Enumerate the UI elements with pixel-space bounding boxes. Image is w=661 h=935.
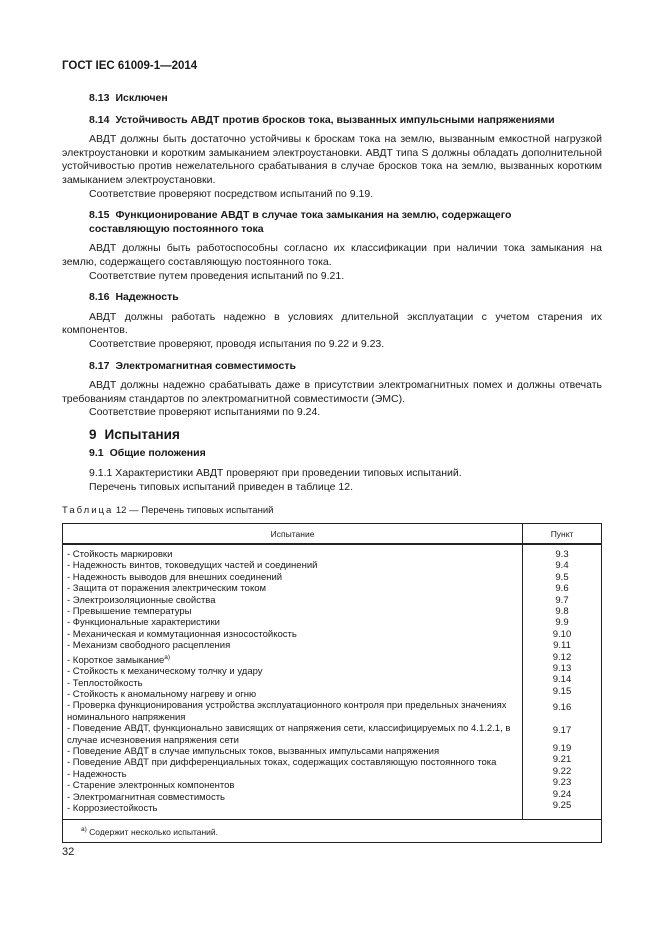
table-row-test: - Проверка функционирования устройства эксплуатационного контроля при предельных значениях номинального напряжения xyxy=(67,700,507,723)
section-8-16 xyxy=(62,291,602,351)
table-row-test: - Электромагнитная совместимость xyxy=(67,791,225,803)
table-row-test: - Превышение температуры xyxy=(67,606,192,618)
section-number: 8.16 xyxy=(89,291,110,304)
subsection-number: 9.1 xyxy=(89,447,104,460)
table-row-test: - Электроизоляционные свойства xyxy=(67,594,216,606)
clause-column xyxy=(523,545,601,819)
table-footnote xyxy=(63,819,601,843)
section-8-14 xyxy=(62,114,602,202)
subsection-title xyxy=(62,447,602,461)
table-row-clause: 9.8 xyxy=(555,606,569,618)
table-header-row xyxy=(63,524,601,545)
section-8-15 xyxy=(62,209,602,283)
section-title-text: Функционирование АВДТ в случае тока замыкания на землю, содержащего xyxy=(115,209,512,222)
table-row-clause: 9.4 xyxy=(555,560,569,572)
table-row-test: - Механизм свободного расцепления xyxy=(67,640,231,652)
table-row-clause: 9.14 xyxy=(552,674,572,686)
table-row-test: - Поведение АВДТ, функционально зависящих от напряжения сети, классифицируемых по 4.1.2.1, в случае исчезновения напряжения сети xyxy=(67,723,511,746)
paragraph: Соответствие проверяют посредством испытаний по 9.19. xyxy=(89,187,374,200)
footnote-mark: а) xyxy=(81,825,87,833)
subsection-title-text: Общие положения xyxy=(109,447,206,460)
main-content xyxy=(62,92,602,494)
table-row-test: - Поведение АВДТ в случае импульсных токов, вызванных импульсами напряжения xyxy=(67,746,440,758)
document-header: ГОСТ IEC 61009-1—2014 xyxy=(62,60,198,72)
table-row-test: - Защита от поражения электрическим током xyxy=(67,583,267,595)
chapter-heading xyxy=(62,428,602,442)
section-title-continuation: составляющую постоянного тока xyxy=(89,222,264,235)
table-row-test: - Стойкость к аномальному нагреву и огню xyxy=(67,689,257,701)
section-title xyxy=(62,92,602,106)
table-row-clause: 9.9 xyxy=(555,617,569,629)
table-row-test: - Надежность винтов, токоведущих частей и соединений xyxy=(67,560,318,572)
tests-table xyxy=(62,523,602,843)
section-title-text: Исключен xyxy=(115,92,168,104)
table-row-clause: 9.3 xyxy=(555,549,569,560)
table-row-test xyxy=(67,652,522,667)
section-title xyxy=(62,114,602,128)
table-caption-label: Таблица xyxy=(62,505,114,516)
table-body xyxy=(63,545,601,819)
paragraph: Соответствие путем проведения испытаний по 9.21. xyxy=(89,269,345,282)
section-8-13 xyxy=(62,92,602,106)
paragraph: Соответствие проверяют, проводя испытания по 9.22 и 9.23. xyxy=(89,337,385,350)
table-row-clause: 9.21 xyxy=(552,754,572,766)
table-row-clause: 9.11 xyxy=(553,640,571,652)
section-title xyxy=(62,360,602,374)
table-row-clause: 9.7 xyxy=(555,594,569,606)
page-number: 32 xyxy=(62,846,75,858)
section-8-17 xyxy=(62,360,602,420)
table-row-test: - Надежность выводов для внешних соединений xyxy=(67,571,283,583)
table-row-test: - Старение электронных компонентов xyxy=(67,780,235,792)
table-caption xyxy=(62,505,273,516)
table-row-clause: 9.17 xyxy=(552,725,572,737)
table-row-test: - Механическая и коммутационная износостойкость xyxy=(67,628,297,640)
paragraph: АВДТ должны быть достаточно устойчивы к броскам тока на землю, вызванным емкостной нагрузкой электроустановки и коротким замыканием электроустановки. АВДТ типа S должны обладать дополнительной устойчивостью против нежелательного срабатывания в случае бросков тока на землю, вызванных коротким замыканием электроустановки. xyxy=(62,133,602,186)
section-title-text: Надежность xyxy=(115,291,179,304)
table-row-test: - Стойкость маркировки xyxy=(67,549,173,560)
table-row-test: - Поведение АВДТ при дифференциальных токах, содержащих составляющую постоянного тока xyxy=(67,757,497,769)
paragraph: Соответствие проверяют испытаниями по 9.24. xyxy=(89,406,321,419)
section-number: 8.14 xyxy=(89,113,110,126)
header-test: Испытание xyxy=(63,524,523,543)
chapter-title: Испытания xyxy=(104,426,180,442)
footnote-ref: а) xyxy=(164,653,171,661)
chapter-number: 9 xyxy=(89,426,97,442)
table-row-test: - Коррозиестойкость xyxy=(67,803,158,815)
table-row-clause: 9.10 xyxy=(552,628,572,640)
table-row-clause: 9.5 xyxy=(555,571,569,583)
test-column xyxy=(63,545,523,819)
table-row-clause: 9.15 xyxy=(552,685,572,697)
table-row-clause: 9.6 xyxy=(555,583,569,595)
table-row-clause: 9.22 xyxy=(552,765,572,777)
table-row-clause: 9.12 xyxy=(552,651,572,663)
table-row-test: - Надежность xyxy=(67,768,127,780)
section-number: 8.17 xyxy=(89,359,110,372)
section-title xyxy=(62,291,602,305)
paragraph: АВДТ должны работать надежно в условиях длительной эксплуатации с учетом старения их компонентов. xyxy=(62,310,602,337)
section-number: 8.15 xyxy=(89,209,110,222)
table-row-test: - Стойкость к механическому толчку и удару xyxy=(67,666,263,678)
section-number: 8.13 xyxy=(89,92,110,104)
footnote-text: Содержит несколько испытаний. xyxy=(89,826,219,837)
table-row-clause: 9.25 xyxy=(552,799,572,811)
table-row-clause: 9.19 xyxy=(552,742,572,754)
table-row-clause: 9.16 xyxy=(552,702,572,714)
paragraph: 9.1.1 Характеристики АВДТ проверяют при проведении типовых испытаний. xyxy=(89,467,462,480)
table-row-clause: 9.24 xyxy=(552,788,572,800)
section-title-text: Устойчивость АВДТ против бросков тока, вызванных импульсными напряжениями xyxy=(115,113,555,126)
header-clause: Пункт xyxy=(550,528,574,539)
paragraph: АВДТ должны быть работоспособны согласно их классификации при наличии тока замыкания на землю, содержащего составляющую постоянного тока. xyxy=(62,242,602,268)
paragraph: Перечень типовых испытаний приведен в таблице 12. xyxy=(89,480,353,493)
table-row-test: - Теплостойкость xyxy=(67,677,143,689)
section-title-text: Электромагнитная совместимость xyxy=(115,359,296,372)
section-title xyxy=(62,209,602,236)
table-row-clause: 9.23 xyxy=(552,777,572,789)
table-row-test: - Функциональные характеристики xyxy=(67,617,220,629)
table-caption-text: 12 — Перечень типовых испытаний xyxy=(115,505,274,516)
table-row-clause: 9.13 xyxy=(552,663,572,675)
test-name: - Короткое замыкание xyxy=(67,654,165,666)
paragraph: АВДТ должны надежно срабатывать даже в присутствии электромагнитных помех и должны отвечать требованиям стандартов по электромагнитной совместимости (ЭМС). xyxy=(62,379,602,405)
